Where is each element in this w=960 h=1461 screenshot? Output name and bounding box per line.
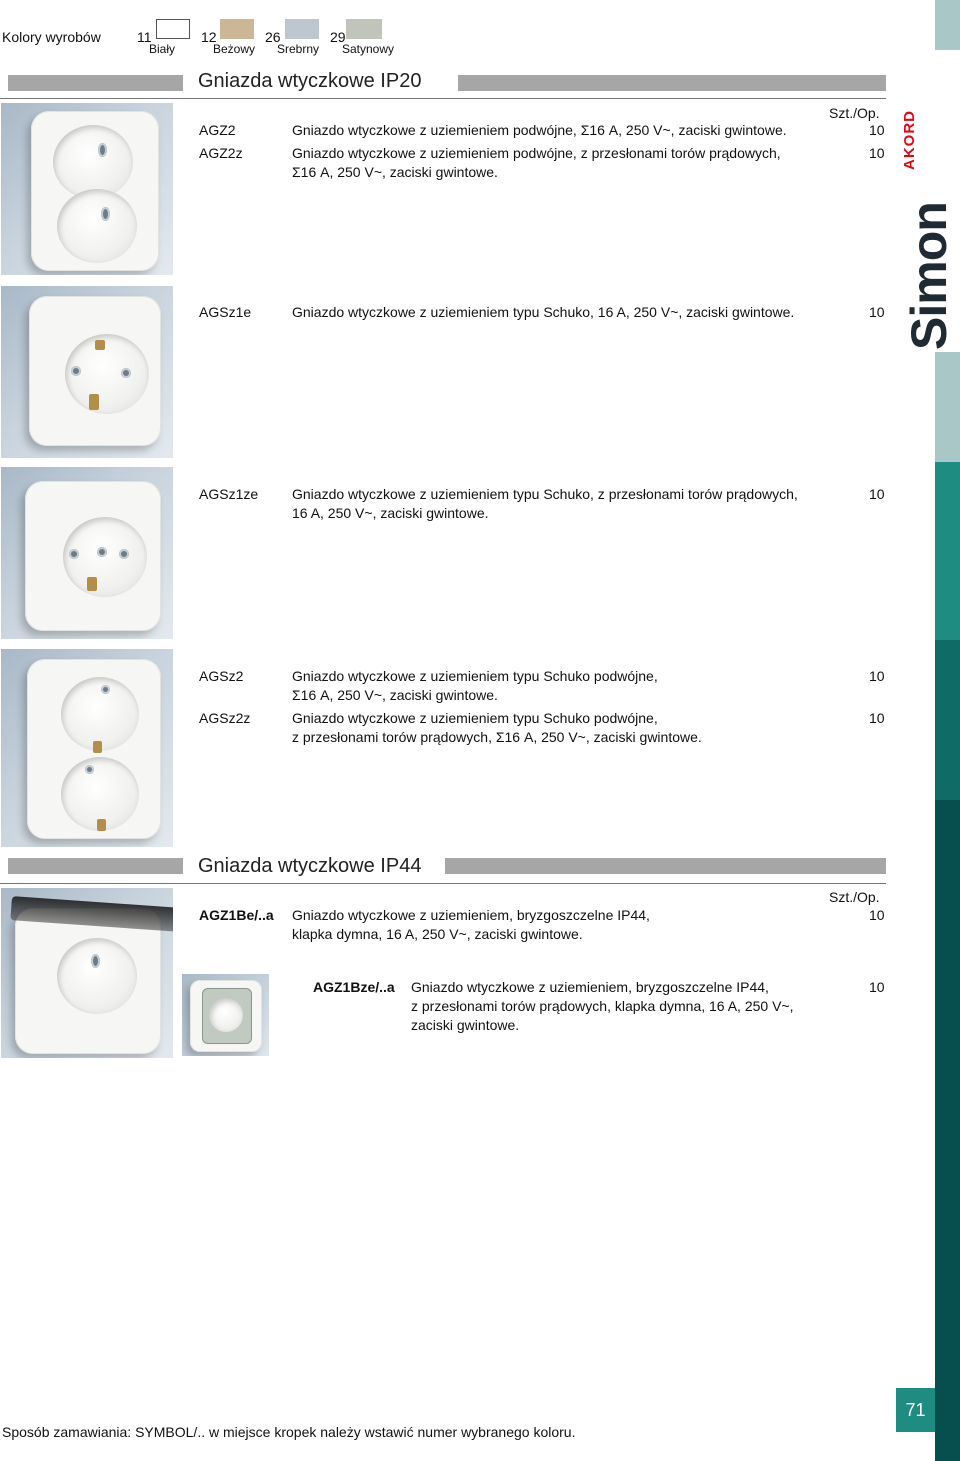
brand-logo (898, 102, 957, 350)
product-qty: 10 (869, 710, 885, 726)
section-ip44-bar-right (445, 858, 886, 874)
product-desc: zaciski gwintowe. (411, 1017, 520, 1033)
product-desc: Σ16 A, 250 V~, zaciski gwintowe. (292, 164, 498, 180)
color-code-satin: 29 (330, 29, 346, 45)
product-code: AGZ1Bze/..a (313, 979, 395, 995)
section-ip44-rule (0, 883, 886, 884)
section-ip20-rule (0, 98, 886, 99)
product-photo-agz2 (1, 103, 173, 275)
product-photo-agz1be (1, 888, 173, 1058)
product-desc: z przesłonami torów prądowych, Σ16 A, 250 V~, zaciski gwintowe. (292, 729, 702, 745)
section-ip20-bar-left (8, 75, 183, 91)
color-name-beige: Beżowy (213, 42, 256, 56)
stripe-segment-teal (935, 462, 960, 640)
product-qty: 10 (869, 145, 885, 161)
product-qty: 10 (869, 907, 885, 923)
color-swatch-white (156, 19, 190, 39)
stripe-segment-dark-teal (935, 640, 960, 800)
socket-outlet (209, 998, 243, 1032)
contact-pin-icon-2 (121, 368, 131, 378)
product-qty: 10 (869, 486, 885, 502)
stripe-segment-light (935, 0, 960, 50)
product-photo-agsz2 (1, 649, 173, 847)
socket-outlet-bottom (57, 189, 137, 263)
ordering-note: Sposób zamawiania: SYMBOL/.. w miejsce kropek należy wstawić numer wybranego koloru. (2, 1424, 576, 1440)
product-desc: Gniazdo wtyczkowe z uziemieniem typu Schuko podwójne, (292, 668, 658, 684)
section-ip44-title: Gniazda wtyczkowe IP44 (198, 855, 422, 877)
product-code: AGSz1ze (199, 486, 259, 502)
color-swatch-beige (220, 19, 254, 39)
product-desc: Gniazdo wtyczkowe z uziemieniem typu Schuko, 16 A, 250 V~, zaciski gwintowe. (292, 304, 795, 320)
color-code-beige: 12 (201, 29, 217, 45)
contact-pin-icon (71, 366, 81, 376)
color-name-silver: Srebrny (277, 42, 320, 56)
product-desc: Gniazdo wtyczkowe z uziemieniem podwójne, Σ16 A, 250 V~, zaciski gwintowe. (292, 122, 787, 138)
stripe-segment-darkest (935, 800, 960, 1461)
product-desc: Gniazdo wtyczkowe z uziemieniem podwójne, z przesłonami torów prądowych, (292, 145, 781, 161)
product-desc: Σ16 A, 250 V~, zaciski gwintowe. (292, 687, 498, 703)
brand-name: Simon (901, 202, 957, 350)
product-code: AGSz1e (199, 304, 252, 320)
earth-clip-icon-2 (95, 340, 105, 350)
color-swatch-silver (285, 19, 319, 39)
product-desc: z przesłonami torów prądowych, klapka dymna, 16 A, 250 V~, (411, 998, 794, 1014)
product-photo-agsz1e (1, 286, 173, 458)
earth-clip-icon (89, 394, 99, 410)
product-qty: 10 (869, 979, 885, 995)
product-qty: 10 (869, 668, 885, 684)
product-code: AGZ2 (199, 122, 236, 138)
stripe-segment-light-2 (935, 352, 960, 462)
contact-pin-icon (101, 685, 110, 694)
earth-clip-icon (93, 741, 102, 753)
socket-outlet-top (61, 677, 139, 751)
product-photo-agz1bze (182, 974, 269, 1056)
product-desc: 16 A, 250 V~, zaciski gwintowe. (292, 505, 489, 521)
product-code: AGZ1Be/..a (199, 907, 274, 923)
earth-clip-icon-2 (97, 819, 106, 831)
section-ip20-title: Gniazda wtyczkowe IP20 (198, 70, 422, 92)
earth-pin-icon-2 (101, 207, 110, 221)
color-name-white: Biały (149, 42, 176, 56)
product-photo-agsz1ze (1, 467, 173, 639)
section-ip44-bar-left (8, 858, 183, 874)
socket-outlet-top (53, 125, 133, 199)
product-desc: Gniazdo wtyczkowe z uziemieniem, bryzgoszczelne IP44, (411, 979, 769, 995)
socket-outlet (57, 938, 137, 1014)
product-desc: Gniazdo wtyczkowe z uziemieniem typu Schuko podwójne, (292, 710, 658, 726)
product-code: AGZ2z (199, 145, 243, 161)
color-code-white: 11 (137, 29, 152, 45)
brand-series: AKORD (901, 110, 918, 170)
product-code: AGSz2 (199, 668, 244, 684)
section-ip20-bar-right (458, 75, 886, 91)
product-desc: klapka dymna, 16 A, 250 V~, zaciski gwintowe. (292, 926, 583, 942)
color-name-satin: Satynowy (342, 42, 395, 56)
color-swatch-satin (346, 19, 382, 39)
earth-pin-icon (98, 143, 107, 157)
section-ip44-unit-header: Szt./Op. (829, 889, 880, 905)
product-code: AGSz2z (199, 710, 251, 726)
contact-pin-icon-2 (119, 549, 129, 559)
contact-pin-icon-2 (85, 765, 94, 774)
earth-clip-icon (87, 577, 97, 591)
color-code-silver: 26 (265, 29, 281, 45)
earth-pin-icon (91, 954, 100, 968)
product-qty: 10 (869, 304, 885, 320)
colors-legend-label: Kolory wyrobów (2, 29, 101, 45)
shutter-pin-icon (97, 547, 107, 557)
product-desc: Gniazdo wtyczkowe z uziemieniem, bryzgoszczelne IP44, (292, 907, 650, 923)
product-desc: Gniazdo wtyczkowe z uziemieniem typu Schuko, z przesłonami torów prądowych, (292, 486, 798, 502)
page-number: 71 (896, 1388, 935, 1432)
section-ip20-unit-header: Szt./Op. (829, 105, 880, 121)
product-qty: 10 (869, 122, 885, 138)
contact-pin-icon (69, 549, 79, 559)
